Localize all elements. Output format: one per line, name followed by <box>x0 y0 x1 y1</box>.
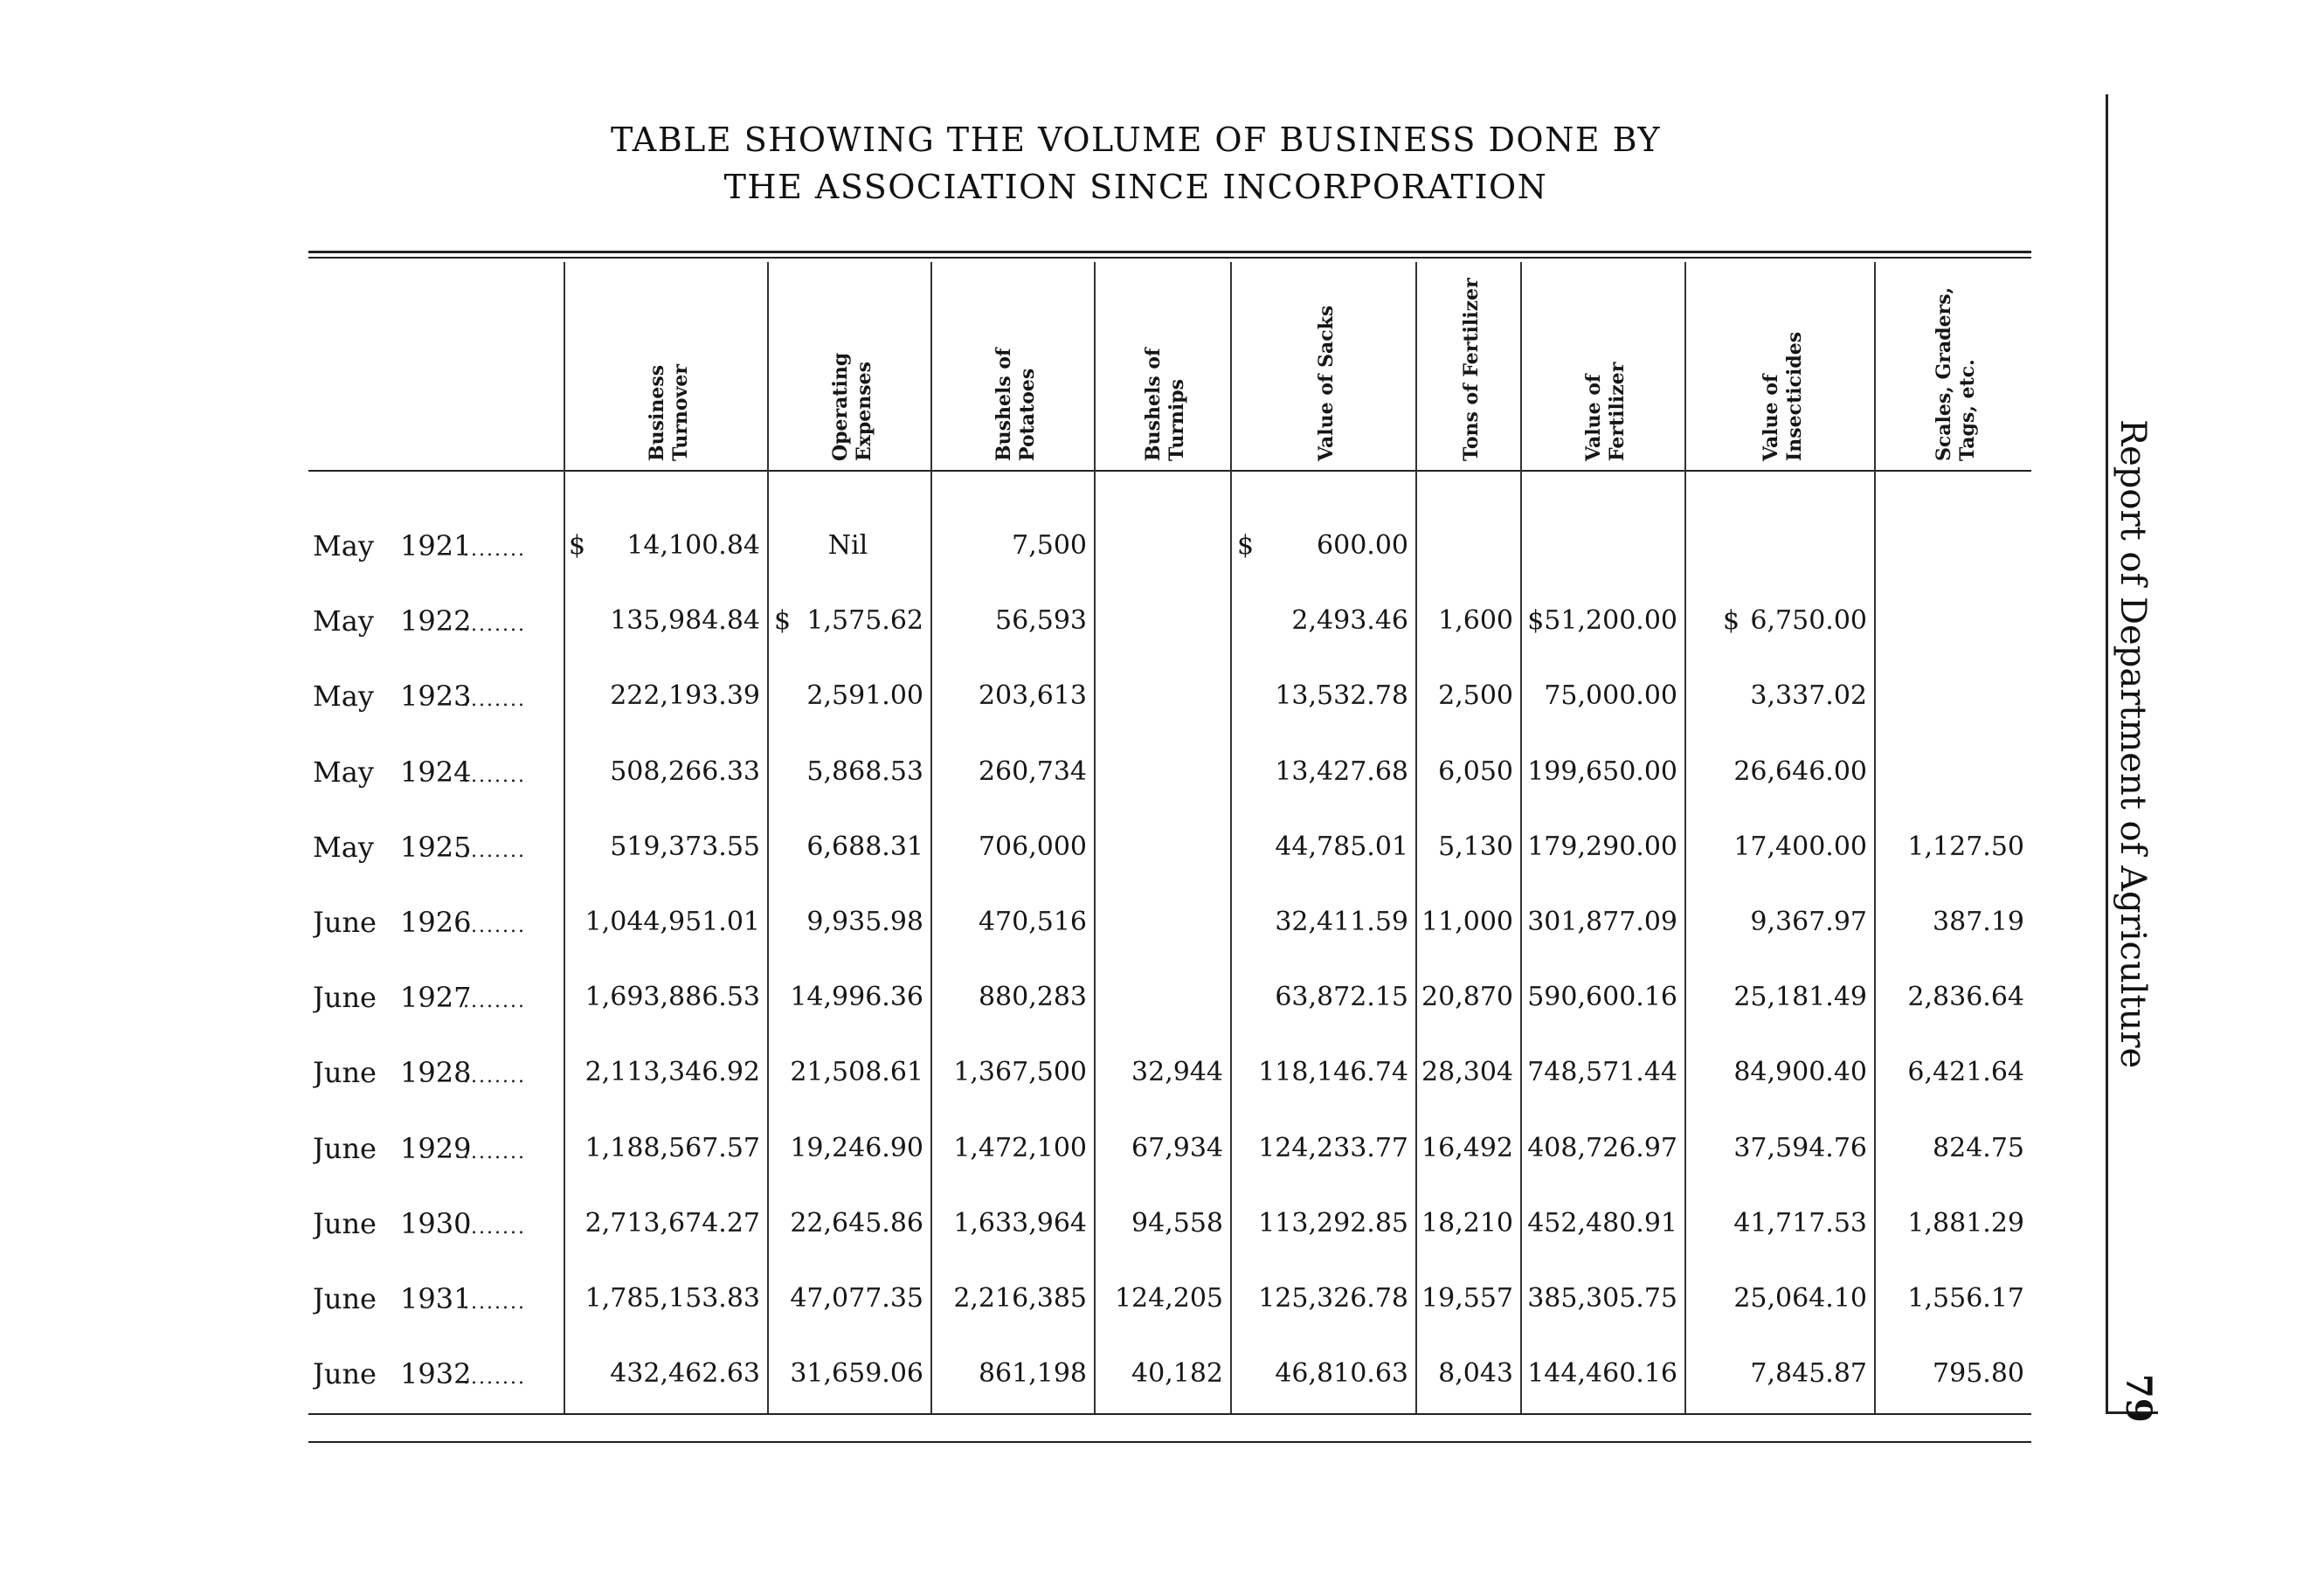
column-header-line: Tags, etc. <box>1956 359 1979 461</box>
cell-fert_tons: 11,000 <box>1421 907 1513 937</box>
cell-fert_value: 144,460.16 <box>1527 1358 1677 1389</box>
column-header-line: Value of Sacks <box>1315 305 1338 461</box>
column-header-turnips <box>1142 348 1189 461</box>
cell-expenses: 21,508.61 <box>790 1057 923 1087</box>
cell-fert_value: 75,000.00 <box>1544 680 1677 711</box>
cell-sacks: 124,233.77 <box>1258 1133 1408 1163</box>
cell-sacks: 46,810.63 <box>1275 1358 1408 1389</box>
cell-scales: 795.80 <box>1933 1358 2024 1389</box>
row-year: 1926 <box>400 906 472 939</box>
column-header-line: Bushels of <box>993 348 1015 461</box>
page-number: 79 <box>2118 1374 2159 1423</box>
cell-turnover: 519,373.55 <box>610 832 760 862</box>
cell-fert_tons: 28,304 <box>1421 1057 1513 1087</box>
leader-dots: ........ <box>463 539 526 561</box>
column-header-line: Operating <box>829 352 852 461</box>
row-month: June <box>313 1207 377 1240</box>
column-divider <box>1684 262 1686 1413</box>
column-divider <box>1520 262 1522 1413</box>
cell-fert_tons: 16,492 <box>1421 1133 1513 1163</box>
cell-turnover: 508,266.33 <box>610 756 760 787</box>
cell-expenses: 1,575.62 <box>806 605 923 636</box>
column-header-line: Turnips <box>1165 378 1188 461</box>
row-month: June <box>313 1357 377 1390</box>
cell-potatoes: 706,000 <box>978 832 1087 862</box>
cell-sacks: 113,292.85 <box>1258 1208 1408 1239</box>
column-header-line: Tons of Fertilizer <box>1460 278 1483 461</box>
cell-insecticides: 25,064.10 <box>1733 1283 1867 1314</box>
leader-dots: ........ <box>463 1292 526 1314</box>
cell-fert_value: 748,571.44 <box>1527 1057 1677 1087</box>
row-month: May <box>313 680 374 713</box>
column-header-fert_tons <box>1460 278 1484 461</box>
cell-fert_value: 385,305.75 <box>1527 1283 1677 1314</box>
cell-turnover: 1,188,567.57 <box>584 1133 760 1163</box>
cell-turnips: 124,205 <box>1114 1283 1223 1314</box>
cell-turnips: 32,944 <box>1131 1057 1223 1087</box>
row-year: 1922 <box>400 604 472 638</box>
cell-fert_tons: 6,050 <box>1438 756 1513 787</box>
column-divider <box>1230 262 1232 1413</box>
column-header-line: Value of <box>1760 374 1782 461</box>
cell-insecticides: 25,181.49 <box>1733 982 1867 1012</box>
cell-insecticides: 84,900.40 <box>1733 1057 1867 1087</box>
cell-fert_tons: 1,600 <box>1438 605 1513 636</box>
cell-expenses: 31,659.06 <box>790 1358 923 1389</box>
cell-sacks: 44,785.01 <box>1275 832 1408 862</box>
row-year: 1924 <box>400 756 472 789</box>
row-month: May <box>313 756 374 789</box>
cell-sacks: 2,493.46 <box>1291 605 1408 636</box>
row-year: 1925 <box>400 831 472 864</box>
cell-potatoes: 1,367,500 <box>953 1057 1087 1087</box>
row-month: May <box>313 604 374 638</box>
cell-turnover: 14,100.84 <box>626 530 760 561</box>
currency-symbol: $ <box>1723 605 1740 636</box>
column-divider <box>1094 262 1096 1413</box>
cell-fert_value: 301,877.09 <box>1527 907 1677 937</box>
leader-dots: ........ <box>463 765 526 787</box>
row-month: June <box>313 1282 377 1315</box>
cell-potatoes: 1,472,100 <box>953 1133 1087 1163</box>
cell-turnover: 1,693,886.53 <box>584 982 760 1012</box>
row-month: May <box>313 831 374 864</box>
cell-insecticides: 7,845.87 <box>1750 1358 1867 1389</box>
row-label <box>313 905 559 940</box>
cell-expenses: 47,077.35 <box>790 1283 923 1314</box>
cell-potatoes: 7,500 <box>1012 530 1087 561</box>
row-year: 1921 <box>400 529 472 562</box>
column-header-scales <box>1933 287 1980 461</box>
row-month: June <box>313 1132 377 1165</box>
table-title-line-1: TABLE SHOWING THE VOLUME OF BUSINESS DONE BY <box>611 121 1661 159</box>
cell-potatoes: 2,216,385 <box>953 1283 1087 1314</box>
column-header-potatoes <box>993 348 1040 461</box>
column-divider <box>564 262 565 1413</box>
row-year: 1931 <box>400 1282 472 1315</box>
row-label <box>313 604 559 638</box>
cell-turnover: 1,785,153.83 <box>584 1283 760 1314</box>
row-label <box>313 830 559 865</box>
cell-potatoes: 1,633,964 <box>953 1208 1087 1239</box>
column-header-turnover <box>646 364 693 461</box>
cell-sacks: 600.00 <box>1317 530 1408 561</box>
cell-sacks: 13,427.68 <box>1275 756 1408 787</box>
row-label <box>313 1055 559 1090</box>
header-rule <box>308 470 2031 472</box>
column-divider <box>1415 262 1417 1413</box>
cell-fert_value: 199,650.00 <box>1527 756 1677 787</box>
cell-insecticides: 37,594.76 <box>1733 1133 1867 1163</box>
cell-turnover: 135,984.84 <box>610 605 760 636</box>
cell-expenses: 14,996.36 <box>790 982 923 1012</box>
currency-symbol: $ <box>1237 530 1255 561</box>
row-label <box>313 980 559 1015</box>
cell-scales: 387.19 <box>1933 907 2024 937</box>
cell-sacks: 118,146.74 <box>1258 1057 1408 1087</box>
currency-symbol: $ <box>569 530 586 561</box>
row-year: 1930 <box>400 1207 472 1240</box>
cell-turnover: 2,713,674.27 <box>584 1208 760 1239</box>
column-header-line: Scales, Graders, <box>1933 286 1955 461</box>
cell-expenses: 2,591.00 <box>806 680 923 711</box>
cell-potatoes: 260,734 <box>978 756 1087 787</box>
leader-dots: ........ <box>463 689 526 711</box>
row-year: 1932 <box>400 1357 472 1390</box>
cell-expenses: 6,688.31 <box>806 832 923 862</box>
row-label <box>313 1356 559 1391</box>
cell-insecticides: 9,367.97 <box>1750 907 1867 937</box>
column-header-sacks <box>1315 306 1338 461</box>
column-header-line: Fertilizer <box>1606 362 1629 461</box>
cell-insecticides: 26,646.00 <box>1733 756 1867 787</box>
cell-fert_value: 408,726.97 <box>1527 1133 1677 1163</box>
column-header-line: Insecticides <box>1783 331 1806 461</box>
cell-turnips: 67,934 <box>1131 1133 1223 1163</box>
cell-turnips: 40,182 <box>1131 1358 1223 1389</box>
cell-fert_value: 179,290.00 <box>1527 832 1677 862</box>
column-divider <box>767 262 769 1413</box>
cell-potatoes: 880,283 <box>978 982 1087 1012</box>
cell-fert_tons: 8,043 <box>1438 1358 1513 1389</box>
leader-dots: ........ <box>463 990 526 1012</box>
row-year: 1927 <box>400 981 472 1014</box>
cell-scales: 1,881.29 <box>1907 1208 2024 1239</box>
cell-scales: 6,421.64 <box>1907 1057 2024 1087</box>
column-header-insecticides <box>1760 332 1807 461</box>
leader-dots: ........ <box>463 614 526 636</box>
leader-dots: ........ <box>463 840 526 862</box>
cell-insecticides: 17,400.00 <box>1733 832 1867 862</box>
column-header-line: Turnover <box>669 364 692 461</box>
cell-sacks: 32,411.59 <box>1275 907 1408 937</box>
cell-insecticides: 6,750.00 <box>1750 605 1867 636</box>
cell-sacks: 63,872.15 <box>1275 982 1408 1012</box>
leader-dots: ........ <box>463 1066 526 1087</box>
row-label <box>313 528 559 563</box>
cell-fert_value: $51,200.00 <box>1527 605 1677 636</box>
cell-potatoes: 56,593 <box>995 605 1087 636</box>
cell-scales: 2,836.64 <box>1907 982 2024 1012</box>
cell-insecticides: 41,717.53 <box>1733 1208 1867 1239</box>
column-header-fert_value <box>1582 362 1629 461</box>
column-header-line: Potatoes <box>1016 368 1039 461</box>
cell-potatoes: 861,198 <box>978 1358 1087 1389</box>
bottom-rule <box>308 1441 2031 1443</box>
cell-turnips: 94,558 <box>1131 1208 1223 1239</box>
cell-fert_tons: 19,557 <box>1421 1283 1513 1314</box>
cell-potatoes: 470,516 <box>978 907 1087 937</box>
row-label <box>313 755 559 790</box>
cell-turnover: 1,044,951.01 <box>584 907 760 937</box>
cell-fert_tons: 2,500 <box>1438 680 1513 711</box>
cell-fert_tons: 5,130 <box>1438 832 1513 862</box>
cell-turnover: 222,193.39 <box>610 680 760 711</box>
cell-expenses: 9,935.98 <box>806 907 923 937</box>
column-header-line: Expenses <box>853 361 875 461</box>
column-divider <box>930 262 932 1413</box>
cell-scales: 824.75 <box>1933 1133 2024 1163</box>
cell-sacks: 13,532.78 <box>1275 680 1408 711</box>
row-year: 1923 <box>400 680 472 713</box>
top-rule-thin <box>308 257 2031 259</box>
row-month: June <box>313 1056 377 1089</box>
row-label <box>313 1281 559 1316</box>
cell-potatoes: 203,613 <box>978 680 1087 711</box>
cell-fert_tons: 18,210 <box>1421 1208 1513 1239</box>
row-label <box>313 1131 559 1166</box>
row-year: 1928 <box>400 1056 472 1089</box>
cell-expenses: 19,246.90 <box>790 1133 923 1163</box>
column-header-line: Bushels of <box>1142 348 1165 461</box>
currency-symbol: $ <box>774 605 792 636</box>
table-title-line-2: THE ASSOCIATION SINCE INCORPORATION <box>723 168 1548 206</box>
running-head: Report of Department of Agriculture <box>2113 419 2153 1069</box>
row-year: 1929 <box>400 1132 472 1165</box>
cell-sacks: 125,326.78 <box>1258 1283 1408 1314</box>
row-label <box>313 679 559 714</box>
row-label <box>313 1206 559 1241</box>
leader-dots: ........ <box>463 1367 526 1389</box>
cell-expenses: Nil <box>827 530 868 561</box>
margin-rule <box>2106 94 2108 1413</box>
cell-expenses: 22,645.86 <box>790 1208 923 1239</box>
cell-fert_tons: 20,870 <box>1421 982 1513 1012</box>
leader-dots: ........ <box>463 1142 526 1163</box>
bottom-rule-thin <box>308 1413 2031 1415</box>
cell-turnover: 2,113,346.92 <box>584 1057 760 1087</box>
cell-expenses: 5,868.53 <box>806 756 923 787</box>
cell-fert_value: 452,480.91 <box>1527 1208 1677 1239</box>
top-rule-thick <box>308 251 2031 253</box>
cell-scales: 1,127.50 <box>1907 832 2024 862</box>
leader-dots: ........ <box>463 915 526 937</box>
leader-dots: ........ <box>463 1217 526 1239</box>
column-header-expenses <box>829 353 876 461</box>
cell-insecticides: 3,337.02 <box>1750 680 1867 711</box>
column-divider <box>1874 262 1876 1413</box>
column-header-line: Value of <box>1582 374 1605 461</box>
row-month: June <box>313 981 377 1014</box>
cell-scales: 1,556.17 <box>1907 1283 2024 1314</box>
column-header-line: Business <box>646 364 668 461</box>
cell-fert_value: 590,600.16 <box>1527 982 1677 1012</box>
row-month: May <box>313 529 374 562</box>
row-month: June <box>313 906 377 939</box>
cell-turnover: 432,462.63 <box>610 1358 760 1389</box>
